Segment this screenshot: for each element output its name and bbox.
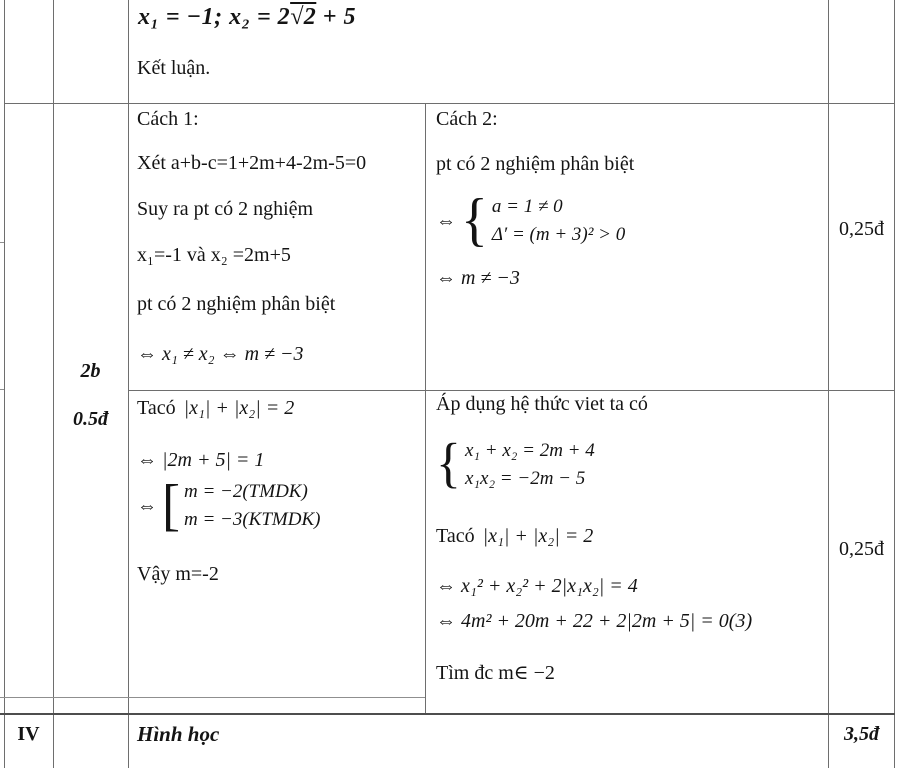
abs-sum-equation: |x₁| + |x₂| = 2 bbox=[482, 525, 594, 547]
left2-conclusion: Vậy m=-2 bbox=[137, 563, 219, 585]
cach1-line-5: ⇔ x₁ ≠ x₂ ⇔ m ≠ −3 bbox=[137, 343, 304, 365]
viet-product: x₁x₂ = −2m − 5 bbox=[464, 467, 586, 489]
cach1-line-2: Suy ra pt có 2 nghiệm bbox=[137, 198, 314, 220]
left-bracket: [ bbox=[162, 473, 180, 537]
left-brace: { bbox=[436, 433, 461, 494]
right2-line-1: Áp dụng hệ thức viet ta có bbox=[436, 393, 648, 415]
solution-roots-formula bbox=[138, 3, 356, 32]
question-id-IV: IV bbox=[17, 723, 40, 745]
cach2-line-1: pt có 2 nghiệm phân biệt bbox=[436, 153, 635, 175]
system-line-a: a = 1 ≠ 0 bbox=[491, 196, 563, 217]
taco-label: Tacó bbox=[436, 525, 475, 547]
section-score: 3,5đ bbox=[844, 723, 879, 745]
table-artifact-line bbox=[0, 697, 425, 698]
case-m-ktmdk: m = −3(KTMDK) bbox=[183, 508, 321, 530]
right2-line-3: ⇔ x₁² + x₂² + 2|x₁x₂| = 4 bbox=[436, 575, 638, 597]
left2-cases bbox=[137, 473, 321, 537]
equivalence-arrow: ⇔ bbox=[137, 494, 157, 517]
right2-result: Tìm đc m∈ −2 bbox=[436, 662, 555, 684]
cach2-condition-system bbox=[436, 187, 626, 253]
score-badge-top: 0,25đ bbox=[839, 218, 884, 240]
left2-line-1 bbox=[137, 396, 294, 420]
formula-post: + 5 bbox=[316, 4, 356, 30]
cach2-title: Cách 2: bbox=[436, 108, 498, 130]
conclusion-text: Kết luận. bbox=[137, 57, 211, 79]
margin-tick-2 bbox=[0, 389, 4, 390]
abs-sum-equation: |x₁| + |x₂| = 2 bbox=[183, 397, 295, 419]
table-divider-col1 bbox=[53, 0, 54, 768]
cach2-line-2: ⇔ m ≠ −3 bbox=[436, 267, 520, 289]
table-border-left bbox=[4, 0, 5, 768]
question-score-2b: 0.5đ bbox=[73, 408, 108, 430]
table-row-divider-bottom bbox=[0, 713, 895, 715]
cach1-title: Cách 1: bbox=[137, 108, 199, 130]
taco-label: Tacó bbox=[137, 397, 176, 419]
section-title-hinh-hoc: Hình học bbox=[137, 722, 220, 746]
table-border-right bbox=[894, 0, 895, 768]
table-row-divider-top bbox=[4, 103, 895, 104]
viet-sum: x₁ + x₂ = 2m + 4 bbox=[464, 440, 595, 461]
table-row-divider-sub bbox=[128, 390, 895, 391]
cach1-line-4: pt có 2 nghiệm phân biệt bbox=[137, 293, 336, 315]
case-m-tmdk: m = −2(TMDK) bbox=[183, 481, 308, 502]
cach1-line-1: Xét a+b-c=1+2m+4-2m-5=0 bbox=[137, 152, 367, 174]
system-line-delta: Δ′ = (m + 3)² > 0 bbox=[491, 223, 626, 245]
table-divider-col2 bbox=[128, 0, 129, 768]
equivalence-arrow: ⇔ bbox=[436, 209, 456, 232]
sqrt-radical: √2 bbox=[290, 4, 317, 30]
question-id-2b: 2b bbox=[80, 360, 101, 382]
viet-system bbox=[436, 433, 595, 494]
margin-tick-1 bbox=[0, 242, 4, 243]
score-badge-bottom: 0,25đ bbox=[839, 538, 884, 560]
formula-pre: x₁ = −1; x₂ = 2 bbox=[138, 4, 291, 30]
left2-line-2: ⇔ |2m + 5| = 1 bbox=[137, 449, 265, 471]
left-brace: { bbox=[461, 187, 488, 253]
right2-line-2 bbox=[436, 524, 593, 548]
table-divider-methods bbox=[425, 103, 426, 713]
right2-line-4: ⇔ 4m² + 20m + 22 + 2|2m + 5| = 0(3) bbox=[436, 610, 753, 632]
cach1-line-3: x₁=-1 và x₂ =2m+5 bbox=[137, 244, 291, 266]
table-divider-score bbox=[828, 0, 829, 768]
